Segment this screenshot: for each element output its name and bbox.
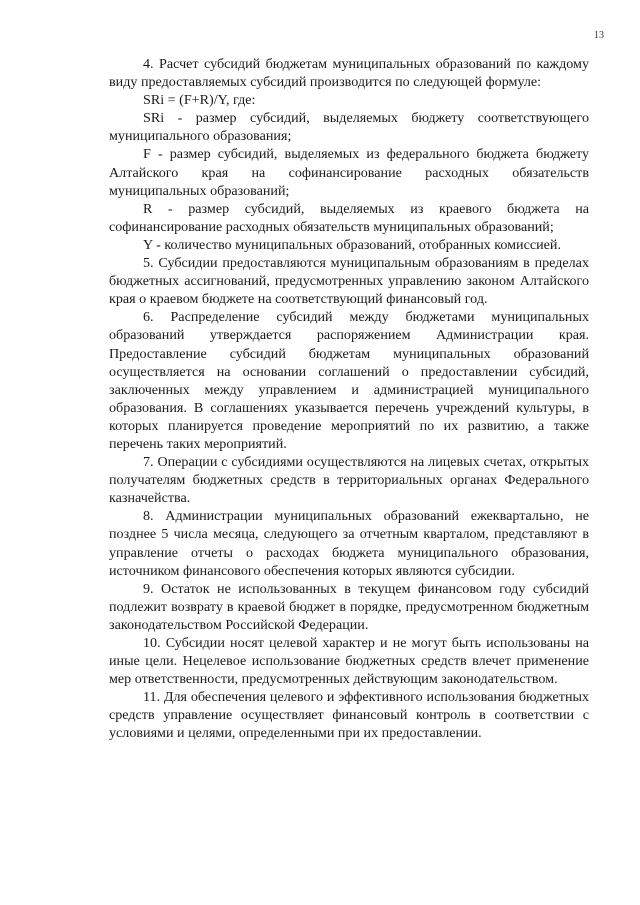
paragraph-5-provision: 5. Субсидии предоставляются муниципальным образованиям в пределах бюджетных ассигнований, предусмотренных управлению законом Алтайского края о краевом бюджете на соответствующий финансовый год. [109,255,589,308]
formula-definition-sri: SRi - размер субсидий, выделяемых бюджету соответствующего муниципального образования; [109,110,589,145]
paragraph-10-target-use: 10. Субсидии носят целевой характер и не могут быть использованы на иные цели. Нецелевое использование бюджетных средств влечет применение мер ответственности, предусмотренных действующим законодательством. [109,635,589,688]
paragraph-6-distribution: 6. Распределение субсидий между бюджетами муниципальных образований утверждается распоряжением Администрации края. Предоставление субсидий бюджетам муниципальных образований осуществляется на основании соглашений о предоставлении субсидий, заключенных между управлением и администрацией муниципального образования. В соглашениях указывается перечень учреждений культуры, в которых планируется проведение мероприятий по их развитию, а также перечень таких мероприятий. [109,309,589,452]
page-number: 13 [594,30,604,41]
formula-definition-f: F - размер субсидий, выделяемых из федерального бюджета бюджету Алтайского края на софинансирование расходных обязательств муниципальных образований; [109,146,589,199]
formula-line: SRi = (F+R)/Y, где: [143,92,256,109]
paragraph-9-remainder: 9. Остаток не использованных в текущем финансовом году субсидий подлежит возврату в краевой бюджет в порядке, предусмотренном бюджетным законодательством Российской Федерации. [109,580,589,633]
document-body [109,55,589,743]
paragraph-11-control: 11. Для обеспечения целевого и эффективного использования бюджетных средств управление осуществляет финансовый контроль в соответствии с условиями и целями, определенными при их предоставлении. [109,689,589,742]
formula-definition-y: Y - количество муниципальных образований, отобранных комиссией. [143,236,561,253]
paragraph-4-calculation: 4. Расчет субсидий бюджетам муниципальных образований по каждому виду предоставляемых субсидий производится по следующей формуле: [109,56,589,91]
paragraph-8-reports: 8. Администрации муниципальных образований ежеквартально, не позднее 5 числа месяца, следующего за отчетным кварталом, представляют в управление отчеты о расходах бюджета муниципального образования, источником финансового обеспечения которых являются субсидии. [109,508,589,579]
formula-definition-r: R - размер субсидий, выделяемых из краевого бюджета на софинансирование расходных обязательств муниципальных образований; [109,200,589,235]
paragraph-7-operations: 7. Операции с субсидиями осуществляются на лицевых счетах, открытых получателям бюджетных средств в территориальных органах Федерального казначейства. [109,454,589,507]
